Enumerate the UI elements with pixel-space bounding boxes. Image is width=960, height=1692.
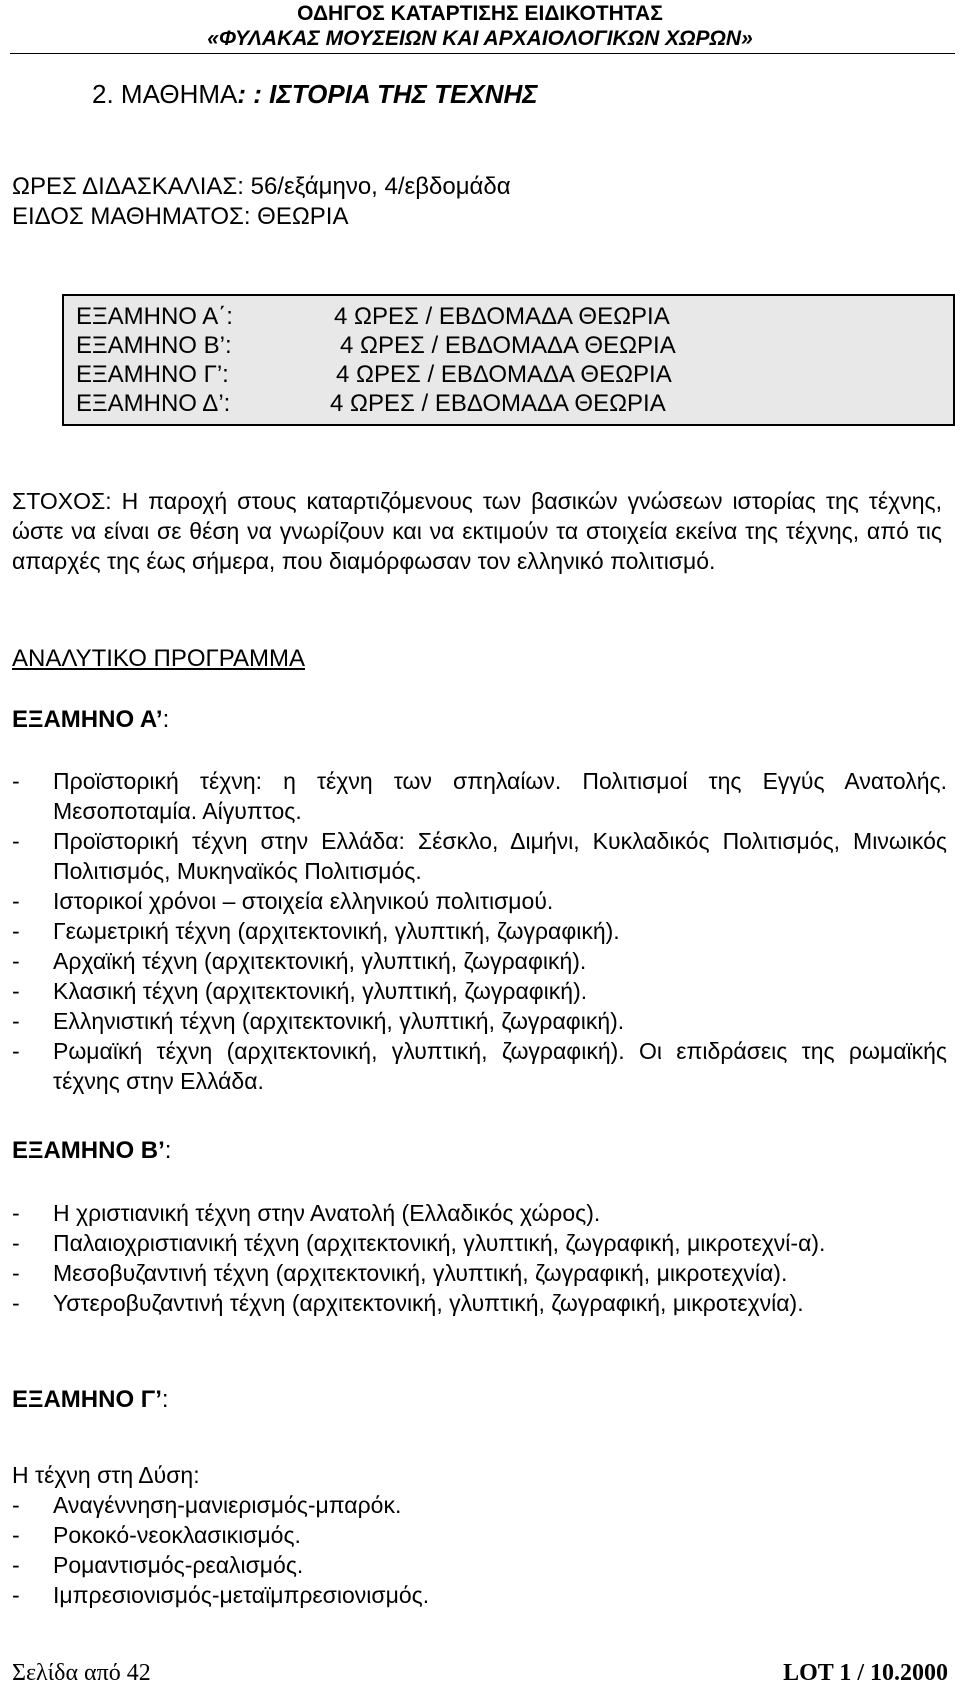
section-c-heading <box>12 1385 169 1415</box>
lesson-prefix: 2. ΜΑΘΗΜΑ <box>92 79 238 109</box>
footer-page-number: Σελίδα από 42 <box>12 1660 151 1686</box>
section-c-intro: Η τέχνη στη Δύση: <box>12 1462 200 1488</box>
section-c-title: ΕΞΑΜΗΝΟ Γ’ <box>12 1386 162 1413</box>
section-a-title: ΕΞΑΜΗΝΟ Α’ <box>12 706 163 733</box>
semester-d-label: ΕΞΑΜΗΝΟ Δ’: <box>76 390 231 417</box>
section-c-colon: : <box>161 1386 169 1413</box>
lesson-type: ΕΙΔΟΣ ΜΑΘΗΜΑΤΟΣ: ΘΕΩΡΙΑ <box>12 203 349 230</box>
semester-d-value: 4 ΩΡΕΣ / ΕΒΔΟΜΑΔΑ ΘΕΩΡΙΑ <box>330 390 666 417</box>
lesson-name: : : ΙΣΤΟΡΙΑ ΤΗΣ ΤΕΧΝΗΣ <box>237 79 538 109</box>
semester-a-value: 4 ΩΡΕΣ / ΕΒΔΟΜΑΔΑ ΘΕΩΡΙΑ <box>334 303 670 330</box>
list-item: - Ρωμαϊκή τέχνη (αρχιτεκτονική, γλυπτική, ζωγραφική). Οι επιδράσεις της ρωμαϊκής τέχνης στην Ελλάδα. <box>12 1038 947 1094</box>
section-a-heading <box>12 705 169 735</box>
list-item: - Αναγέννηση-μανιερισμός-μπαρόκ. <box>12 1492 402 1518</box>
list-item: - Προϊστορική τέχνη: η τέχνη των σπηλαίων. Πολιτισμοί της Εγγύς Ανατολής. Μεσοποταμία. Αίγυπτος. <box>12 768 947 824</box>
header-divider <box>10 53 955 54</box>
list-item: - Ροκοκό-νεοκλασικισμός. <box>12 1522 301 1548</box>
section-a-list <box>12 766 947 1096</box>
list-item: - Ρομαντισμός-ρεαλισμός. <box>12 1552 304 1578</box>
list-item: - Ιμπρεσιονισμός-μεταϊμπρεσιονισμός. <box>12 1582 430 1608</box>
semester-c-label: ΕΞΑΜΗΝΟ Γ’: <box>76 361 229 388</box>
list-item: - Ιστορικοί χρόνοι – στοιχεία ελληνικού πολιτισμού. <box>12 888 554 914</box>
header-line-2: «ΦΥΛΑΚΑΣ ΜΟΥΣΕΙΩΝ ΚΑΙ ΑΡΧΑΙΟΛΟΓΙΚΩΝ ΧΩΡΩΝ» <box>207 27 753 50</box>
section-c-list <box>12 1490 947 1610</box>
goal-paragraph: ΣΤΟΧΟΣ: Η παροχή στους καταρτιζόμενους των βασικών γνώσεων ιστορίας της τέχνης, ώστε να είναι σε θέση να γνωρίζουν και να εκτιμούν τα στοιχεία εκείνα της τέχνης, από τις απαρχές της έως σήμερα, που διαμόρφωσαν τον ελληνικό πολιτισμό. <box>12 488 942 574</box>
list-item: - Αρχαϊκή τέχνη (αρχιτεκτονική, γλυπτική, ζωγραφική). <box>12 948 587 974</box>
footer-doc-code: LOT 1 / 10.2000 <box>783 1660 948 1686</box>
section-b-title: ΕΞΑΜΗΝΟ Β’ <box>12 1137 165 1164</box>
semester-b-value: 4 ΩΡΕΣ / ΕΒΔΟΜΑΔΑ ΘΕΩΡΙΑ <box>340 332 676 359</box>
teaching-hours: ΩΡΕΣ ΔΙΔΑΣΚΑΛΙΑΣ: 56/εξάμηνο, 4/εβδομάδα <box>12 173 511 200</box>
semester-a-label: ΕΞΑΜΗΝΟ Α΄: <box>76 303 233 330</box>
semester-c-value: 4 ΩΡΕΣ / ΕΒΔΟΜΑΔΑ ΘΕΩΡΙΑ <box>336 361 672 388</box>
list-item: - Γεωμετρική τέχνη (αρχιτεκτονική, γλυπτική, ζωγραφική). <box>12 918 620 944</box>
list-item: - Υστεροβυζαντινή τέχνη (αρχιτεκτονική, γλυπτική, ζωγραφική, μικροτεχνία). <box>12 1290 804 1316</box>
lesson-title <box>92 78 538 110</box>
section-b-list <box>12 1198 947 1318</box>
header-line-1: ΟΔΗΓΟΣ ΚΑΤΑΡΤΙΣΗΣ ΕΙΔΙΚΟΤΗΤΑΣ <box>297 2 663 25</box>
section-a-colon: : <box>162 706 170 733</box>
semester-b-label: ΕΞΑΜΗΝΟ Β’: <box>76 332 232 359</box>
list-item: - Κλασική τέχνη (αρχιτεκτονική, γλυπτική, ζωγραφική). <box>12 978 588 1004</box>
list-item: - Παλαιοχριστιανική τέχνη (αρχιτεκτονική, γλυπτική, ζωγραφική, μικροτεχνί-α). <box>12 1230 826 1256</box>
semesters-box <box>62 294 955 426</box>
list-item: - Μεσοβυζαντινή τέχνη (αρχιτεκτονική, γλυπτική, ζωγραφική, μικροτεχνία). <box>12 1260 788 1286</box>
program-title: ΑΝΑΛΥΤΙΚΟ ΠΡΟΓΡΑΜΜΑ <box>12 645 305 672</box>
list-item: - Προϊστορική τέχνη στην Ελλάδα: Σέσκλο, Διμήνι, Κυκλαδικός Πολιτισμός, Μινωικός Πολιτισμός, Μυκηναϊκός Πολιτισμός. <box>12 828 947 884</box>
list-item: - Η χριστιανική τέχνη στην Ανατολή (Ελλαδικός χώρος). <box>12 1200 601 1226</box>
section-b-heading <box>12 1136 171 1166</box>
list-item: - Ελληνιστική τέχνη (αρχιτεκτονική, γλυπτική, ζωγραφική). <box>12 1008 625 1034</box>
section-b-colon: : <box>164 1137 172 1164</box>
